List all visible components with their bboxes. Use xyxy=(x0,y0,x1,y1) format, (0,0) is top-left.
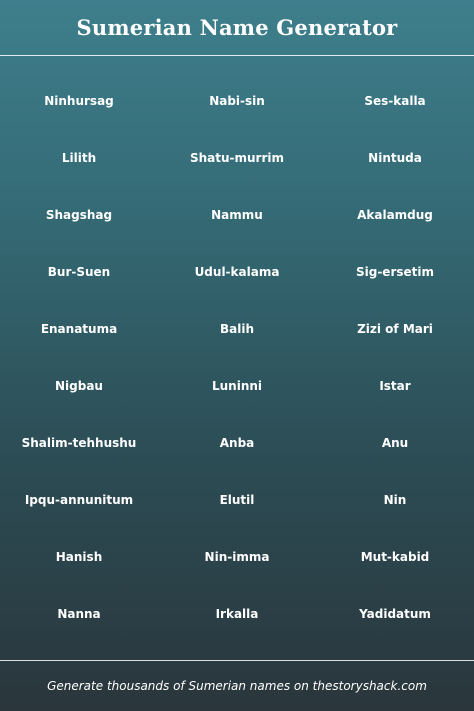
name-item: Nin-imma xyxy=(204,549,270,564)
name-item: Sig-ersetim xyxy=(355,264,435,279)
name-item: Nigbau xyxy=(55,378,103,393)
name-item: Enanatuma xyxy=(40,321,118,336)
name-item: Ipqu-annunitum xyxy=(24,492,134,507)
name-item: Luninni xyxy=(211,378,263,393)
name-item: Anu xyxy=(381,435,409,450)
name-item: Ninhursag xyxy=(44,93,114,108)
name-item: Ses-kalla xyxy=(364,93,426,108)
name-grid xyxy=(0,72,474,642)
name-item: Nin xyxy=(383,492,407,507)
name-item: Elutil xyxy=(219,492,255,507)
name-item: Nammu xyxy=(211,207,263,222)
name-item: Shagshag xyxy=(45,207,113,222)
name-item: Anba xyxy=(219,435,255,450)
name-item: Mut-kabid xyxy=(360,549,430,564)
name-item: Shatu-murrim xyxy=(189,150,285,165)
name-item: Udul-kalama xyxy=(194,264,280,279)
page-title: Sumerian Name Generator xyxy=(76,15,398,40)
name-item: Shalim-tehhushu xyxy=(21,435,137,450)
name-item: Zizi of Mari xyxy=(357,321,433,336)
name-item: Balih xyxy=(219,321,254,336)
name-item: Nanna xyxy=(57,606,101,621)
footer-text: Generate thousands of Sumerian names on thestoryshack.com xyxy=(47,679,427,693)
name-item: Yadidatum xyxy=(359,606,431,621)
name-item: Nabi-sin xyxy=(209,93,265,108)
footer xyxy=(0,660,474,711)
name-item: Irkalla xyxy=(215,606,259,621)
name-item: Nintuda xyxy=(368,150,422,165)
name-item: Lilith xyxy=(61,150,97,165)
name-item: Istar xyxy=(379,378,411,393)
header xyxy=(0,0,474,56)
name-item: Akalamdug xyxy=(357,207,433,222)
name-item: Bur-Suen xyxy=(47,264,111,279)
name-item: Hanish xyxy=(55,549,103,564)
